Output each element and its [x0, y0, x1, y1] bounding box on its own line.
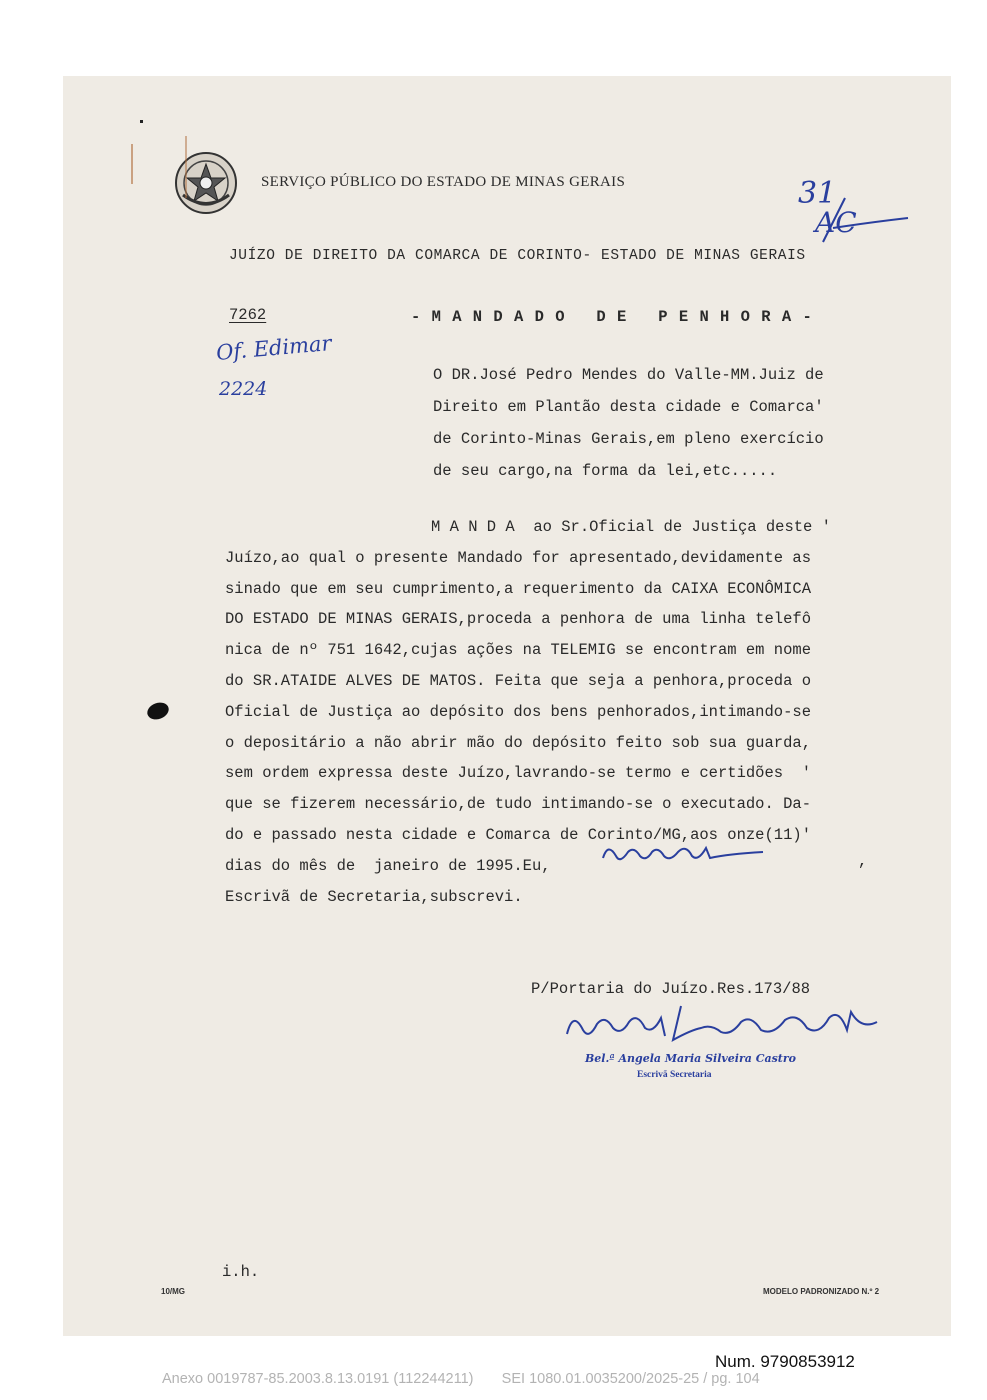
intro-line: de seu cargo,na forma da lei,etc..... — [433, 462, 778, 480]
body-line: Juízo,ao qual o presente Mandado for apresentado,devidamente as — [225, 548, 811, 567]
form-code: 10/MG — [161, 1287, 186, 1296]
body-line: o depositário a não abrir mão do depósito feito sob sua guarda, — [225, 733, 811, 752]
clerk-signature — [561, 1000, 891, 1048]
body-line: Escrivã de Secretaria,subscrevi. — [225, 887, 523, 906]
page-mark-initials: AC — [815, 206, 857, 239]
typist-initials: i.h. — [222, 1263, 260, 1281]
body-line: sem ordem expressa deste Juízo,lavrando-se termo e certidões ' — [225, 764, 811, 783]
document-title: - M A N D A D O D E P E N H O R A - — [411, 308, 813, 326]
scan-speck — [140, 120, 143, 123]
document-number: 7262 — [229, 306, 267, 324]
clerk-inline-signature — [598, 838, 768, 870]
page-mark: 31 — [798, 176, 837, 211]
stamp-role: Escrivã Secretaria — [637, 1070, 712, 1080]
body-line: nica de nº 751 1642,cujas ações na TELEMIG se encontram em nome — [225, 641, 811, 660]
portaria-line: P/Portaria do Juízo.Res.173/88 — [531, 980, 811, 998]
scan-edge-mark — [131, 144, 133, 184]
body-line: M A N D A ao Sr.Oficial de Justiça deste ' — [431, 518, 831, 536]
intro-line: O DR.José Pedro Mendes do Valle-MM.Juiz de — [433, 366, 824, 384]
clerk-comma: , — [858, 852, 868, 870]
body-line: DO ESTADO DE MINAS GERAIS,proceda a penhora de uma linha telefô — [225, 610, 811, 629]
margin-note-number: 2224 — [219, 378, 268, 400]
court-header: JUÍZO DE DIREITO DA COMARCA DE CORINTO- ESTADO DE MINAS GERAIS — [229, 248, 806, 264]
sei-reference: Anexo 0019787-85.2003.8.13.0191 (112244211) SEI 1080.01.0035200/2025-25 / pg. 104 — [162, 1371, 760, 1387]
state-coat-of-arms-icon — [173, 150, 239, 216]
document-page — [63, 76, 951, 1336]
body-line: Oficial de Justiça ao depósito dos bens penhorados,intimando-se — [225, 702, 811, 721]
margin-note-officer: Of. Edimar — [215, 331, 333, 365]
body-line: do e passado nesta cidade e Comarca de Corinto/MG,aos onze(11)' — [225, 825, 811, 844]
intro-line: Direito em Plantão desta cidade e Comarca' — [433, 398, 824, 416]
body-line: do SR.ATAIDE ALVES DE MATOS. Feita que seja a penhora,proceda o — [225, 671, 811, 690]
page-mark-stroke — [793, 188, 913, 248]
stamp-name: Bel.ª Angela Maria Silveira Castro — [585, 1052, 796, 1065]
body-line: sinado que em seu cumprimento,a requerimento da CAIXA ECONÔMICA — [225, 579, 811, 598]
document-id: Num. 9790853912 — [715, 1352, 855, 1371]
form-model: MODELO PADRONIZADO N.º 2 — [763, 1287, 880, 1296]
intro-paragraph — [433, 359, 824, 487]
agency-header: SERVIÇO PÚBLICO DO ESTADO DE MINAS GERAIS — [261, 174, 626, 190]
scan-edge-mark — [185, 136, 187, 198]
intro-line: de Corinto-Minas Gerais,em pleno exercício — [433, 430, 824, 448]
body-line: dias do mês de janeiro de 1995.Eu, — [225, 856, 551, 875]
body-line: que se fizerem necessário,de tudo intimando-se o executado. Da- — [225, 795, 811, 814]
ink-blot — [145, 700, 171, 723]
